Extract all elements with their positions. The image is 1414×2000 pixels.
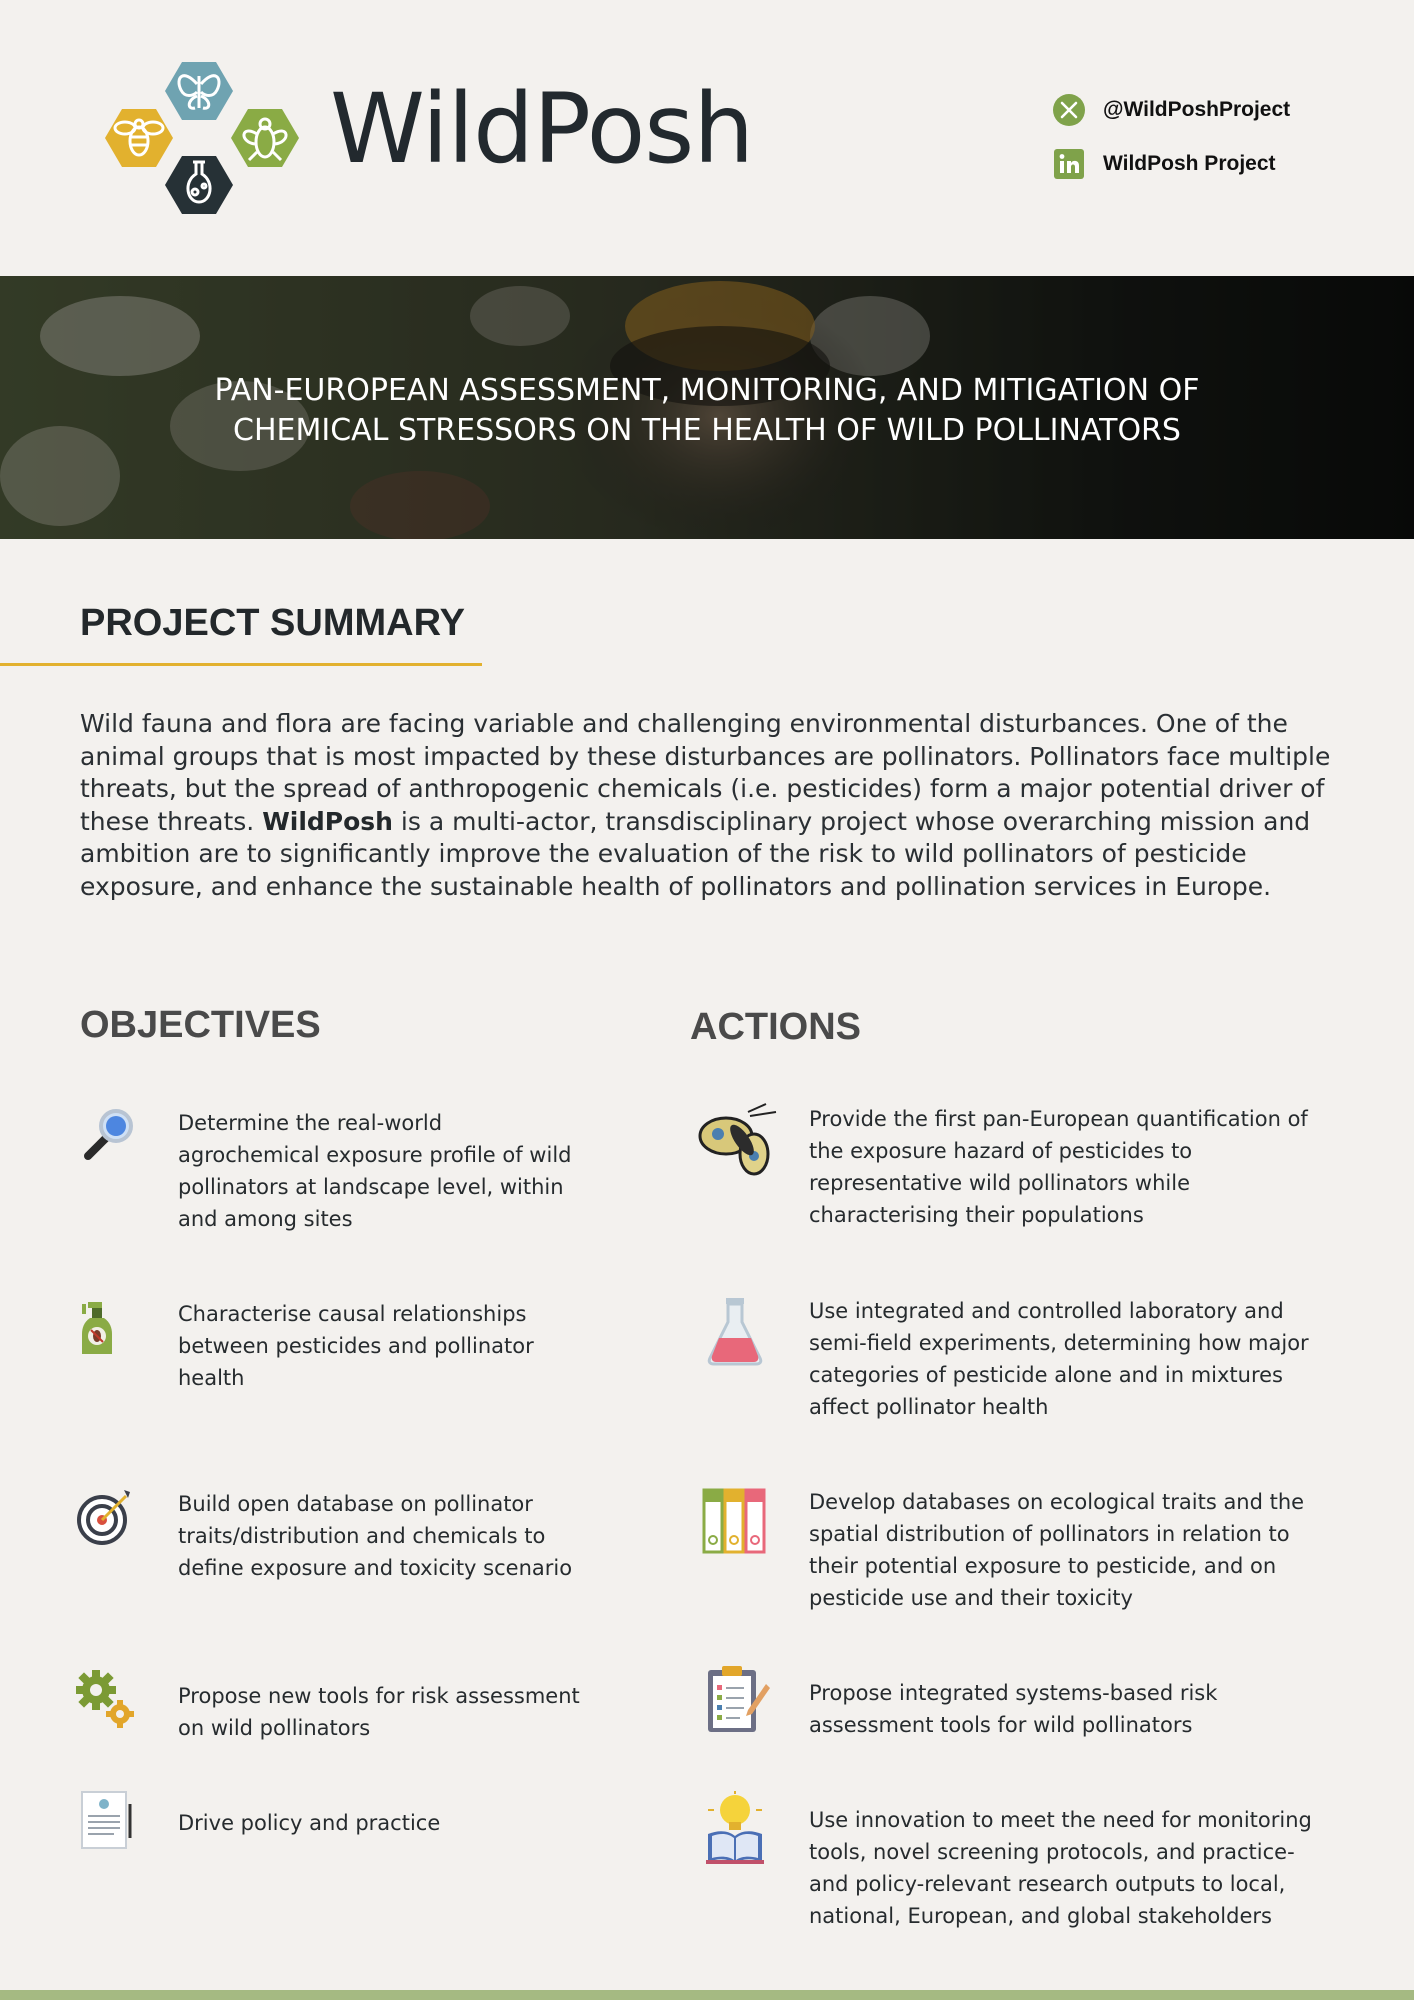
binders-icon bbox=[700, 1486, 768, 1554]
footer-bar bbox=[0, 1990, 1414, 2000]
objective-1-text: Determine the real-world agrochemical exposure profile of wild pollinators at landscape level, within and among sites bbox=[178, 1111, 572, 1231]
twitter-link[interactable] bbox=[1053, 93, 1353, 127]
magnifier-icon bbox=[78, 1106, 140, 1168]
banner-title-line-2: CHEMICAL STRESSORS ON THE HEALTH OF WILD POLLINATORS bbox=[233, 413, 1181, 448]
hero-banner bbox=[0, 276, 1414, 539]
linkedin-icon bbox=[1053, 148, 1085, 180]
lightbulb-book-icon bbox=[704, 1790, 766, 1866]
spray-bottle-icon bbox=[78, 1296, 140, 1358]
clipboard-icon bbox=[704, 1664, 772, 1734]
summary-brand-bold: WildPosh bbox=[262, 806, 393, 836]
policy-document-icon bbox=[78, 1790, 140, 1852]
brand-name: WildPosh bbox=[330, 73, 754, 185]
banner-title-line-1: PAN-EUROPEAN ASSESSMENT, MONITORING, AND MITIGATION OF bbox=[214, 373, 1200, 408]
gears-icon bbox=[74, 1668, 136, 1730]
moth-icon bbox=[696, 1102, 782, 1182]
flask-icon bbox=[704, 1296, 766, 1366]
objective-4-text: Propose new tools for risk assessment on wild pollinators bbox=[178, 1684, 580, 1740]
linkedin-link[interactable] bbox=[1053, 147, 1353, 181]
linkedin-name: WildPosh Project bbox=[1103, 152, 1276, 175]
project-summary-text bbox=[80, 708, 1340, 904]
objective-5-text: Drive policy and practice bbox=[178, 1811, 441, 1835]
summary-text-end: is a multi-actor, transdisciplinary project whose overarching mission and ambition are to significantly improve the evaluation of the risk to wild pollinators of pesticide exposure, and enhance the sustainable health of pollinators and pollination services in Europe. bbox=[80, 806, 1311, 901]
target-icon bbox=[74, 1486, 136, 1548]
action-3-text: Develop databases on ecological traits and the spatial distribution of pollinators in relation to their potential exposure to pesticide, and on pesticide use and their toxicity bbox=[809, 1490, 1305, 1610]
action-5-text: Use innovation to meet the need for monitoring tools, novel screening protocols, and practice- and policy-relevant research outputs to local, national, European, and global stakeholders bbox=[809, 1808, 1312, 1928]
wildposh-hexagon-logo-icon bbox=[103, 58, 333, 218]
summary-text-start: Wild fauna and flora are facing variable and challenging environmental disturbances. One of the animal groups that is most impacted by these disturbances are pollinators. Pollinators face multiple threats, but the spread of anthropogenic chemicals (i.e. pesticides) form a major potential driver of these threats. bbox=[80, 709, 1331, 836]
actions-heading: ACTIONS bbox=[690, 1006, 861, 1048]
action-2-text: Use integrated and controlled laboratory and semi-field experiments, determining how major categories of pesticide alone and in mixtures affect pollinator health bbox=[809, 1299, 1309, 1419]
header bbox=[0, 0, 1414, 276]
banner-title bbox=[0, 371, 1414, 451]
heading-underline bbox=[0, 663, 482, 666]
x-twitter-icon bbox=[1053, 94, 1085, 126]
action-4-text: Propose integrated systems-based risk assessment tools for wild pollinators bbox=[809, 1681, 1218, 1737]
action-1-text: Provide the first pan-European quantification of the exposure hazard of pesticides to representative wild pollinators while characterising their populations bbox=[809, 1107, 1308, 1227]
project-summary-heading: PROJECT SUMMARY bbox=[80, 602, 465, 644]
objective-2-text: Characterise causal relationships between pesticides and pollinator health bbox=[178, 1302, 534, 1390]
twitter-handle: @WildPoshProject bbox=[1103, 98, 1291, 121]
objectives-heading: OBJECTIVES bbox=[80, 1004, 321, 1046]
objective-3-text: Build open database on pollinator traits/distribution and chemicals to define exposure and toxicity scenario bbox=[178, 1492, 573, 1580]
